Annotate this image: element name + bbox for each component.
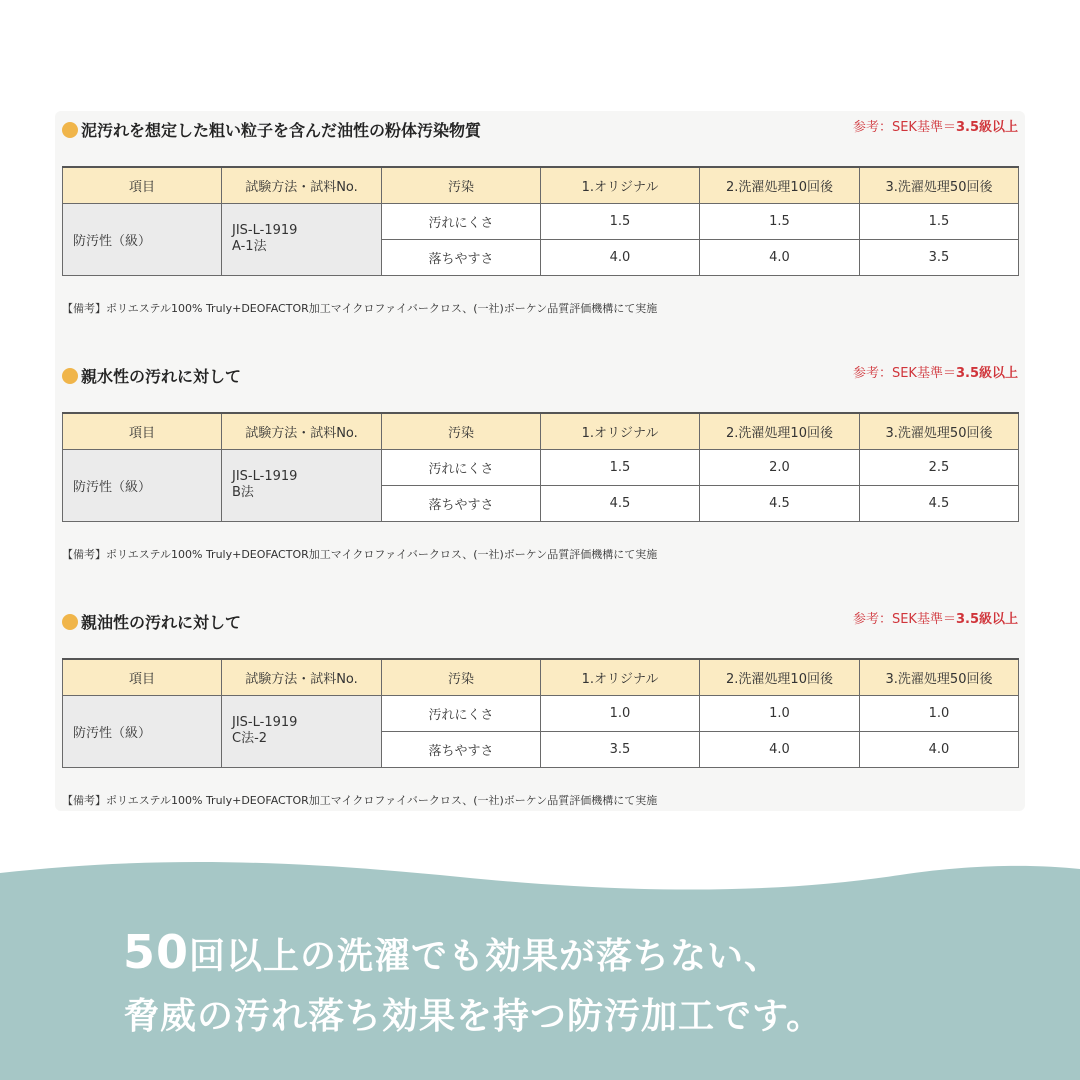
method-cell xyxy=(222,203,382,275)
table-header-row xyxy=(63,659,1019,695)
bullet-dot-icon xyxy=(62,614,78,630)
item-cell: 防汚性（級） xyxy=(63,449,222,521)
section-lipophilic xyxy=(62,610,1018,807)
method-cell xyxy=(222,449,382,521)
value-wash10: 1.0 xyxy=(700,695,860,731)
section-header xyxy=(62,118,1018,148)
header-wash50: 3.洗濯処理50回後 xyxy=(860,659,1019,695)
header-item: 項目 xyxy=(63,659,222,695)
row-label: 汚れにくさ xyxy=(382,449,541,485)
sek-reference-value: 3.5級以上 xyxy=(955,612,1018,627)
value-wash50: 3.5 xyxy=(860,239,1019,275)
value-original: 3.5 xyxy=(541,731,700,767)
bullet-dot-icon xyxy=(62,368,78,384)
sek-reference xyxy=(853,608,1018,627)
row-label: 汚れにくさ xyxy=(382,695,541,731)
section-header xyxy=(62,364,1018,394)
section-title xyxy=(62,118,481,141)
section-mud-oil-powder xyxy=(62,118,1018,315)
value-wash10: 1.5 xyxy=(700,203,860,239)
value-original: 1.0 xyxy=(541,695,700,731)
header-stain: 汚染 xyxy=(382,659,541,695)
section-title xyxy=(62,610,241,633)
tagline-line2: 脅威の汚れ落ち効果を持つ防汚加工です。 xyxy=(123,996,824,1037)
value-original: 4.0 xyxy=(541,239,700,275)
sek-reference xyxy=(853,362,1018,381)
method-variant: C法-2 xyxy=(232,731,268,746)
method-variant: A-1法 xyxy=(232,239,267,254)
section-title-text: 泥汚れを想定した粗い粒子を含んだ油性の粉体汚染物質 xyxy=(81,121,482,140)
method-standard: JIS-L-1919 xyxy=(232,223,298,238)
header-wash10: 2.洗濯処理10回後 xyxy=(700,659,860,695)
row-label: 汚れにくさ xyxy=(382,203,541,239)
item-cell: 防汚性（級） xyxy=(63,695,222,767)
table-row xyxy=(63,695,1019,731)
header-wash10: 2.洗濯処理10回後 xyxy=(700,167,860,203)
tagline-highlight-text: 回以上 xyxy=(189,936,301,977)
tagline-highlight xyxy=(123,925,300,979)
sek-reference xyxy=(853,116,1018,135)
value-wash50: 1.5 xyxy=(860,203,1019,239)
value-wash50: 4.5 xyxy=(860,485,1019,521)
header-wash50: 3.洗濯処理50回後 xyxy=(860,413,1019,449)
remarks-note: 【備考】ポリエステル100% Truly+DEOFACTOR加工マイクロファイバークロス、(一社)ボーケン品質評価機構にて実施 xyxy=(62,548,658,561)
table-header-row xyxy=(63,413,1019,449)
results-table xyxy=(62,658,1019,768)
section-title xyxy=(62,364,241,387)
sek-reference-value: 3.5級以上 xyxy=(955,120,1018,135)
header-stain: 汚染 xyxy=(382,413,541,449)
tagline-highlight-number: 50 xyxy=(123,925,190,979)
section-header xyxy=(62,610,1018,640)
table-row xyxy=(63,203,1019,239)
header-wash10: 2.洗濯処理10回後 xyxy=(700,413,860,449)
header-method: 試験方法・試料No. xyxy=(222,659,382,695)
method-variant: B法 xyxy=(232,485,254,500)
method-standard: JIS-L-1919 xyxy=(232,469,298,484)
header-method: 試験方法・試料No. xyxy=(222,167,382,203)
item-cell: 防汚性（級） xyxy=(63,203,222,275)
sek-reference-prefix: 参考：SEK基準＝ xyxy=(852,120,956,135)
header-method: 試験方法・試料No. xyxy=(222,413,382,449)
header-wash50: 3.洗濯処理50回後 xyxy=(860,167,1019,203)
section-title-text: 親水性の汚れに対して xyxy=(81,367,242,386)
header-stain: 汚染 xyxy=(382,167,541,203)
row-label: 落ちやすさ xyxy=(382,239,541,275)
header-original: 1.オリジナル xyxy=(541,659,700,695)
value-original: 4.5 xyxy=(541,485,700,521)
bullet-dot-icon xyxy=(62,122,78,138)
tagline-line1 xyxy=(123,925,1063,979)
value-wash10: 4.0 xyxy=(700,731,860,767)
results-table xyxy=(62,412,1019,522)
results-table xyxy=(62,166,1019,276)
value-original: 1.5 xyxy=(541,449,700,485)
remarks-note: 【備考】ポリエステル100% Truly+DEOFACTOR加工マイクロファイバークロス、(一社)ボーケン品質評価機構にて実施 xyxy=(62,302,658,315)
method-cell xyxy=(222,695,382,767)
header-original: 1.オリジナル xyxy=(541,413,700,449)
header-original: 1.オリジナル xyxy=(541,167,700,203)
value-original: 1.5 xyxy=(541,203,700,239)
sek-reference-value: 3.5級以上 xyxy=(955,366,1018,381)
value-wash50: 4.0 xyxy=(860,731,1019,767)
value-wash10: 4.5 xyxy=(700,485,860,521)
value-wash10: 2.0 xyxy=(700,449,860,485)
table-header-row xyxy=(63,167,1019,203)
table-row xyxy=(63,449,1019,485)
method-standard: JIS-L-1919 xyxy=(232,715,298,730)
value-wash50: 2.5 xyxy=(860,449,1019,485)
tagline-line1-rest: の洗濯でも効果が落ちない、 xyxy=(300,936,782,977)
value-wash50: 1.0 xyxy=(860,695,1019,731)
sek-reference-prefix: 参考：SEK基準＝ xyxy=(852,366,956,381)
row-label: 落ちやすさ xyxy=(382,485,541,521)
header-item: 項目 xyxy=(63,413,222,449)
remarks-note: 【備考】ポリエステル100% Truly+DEOFACTOR加工マイクロファイバークロス、(一社)ボーケン品質評価機構にて実施 xyxy=(62,794,658,807)
section-hydrophilic xyxy=(62,364,1018,561)
row-label: 落ちやすさ xyxy=(382,731,541,767)
section-title-text: 親油性の汚れに対して xyxy=(81,613,242,632)
value-wash10: 4.0 xyxy=(700,239,860,275)
sek-reference-prefix: 参考：SEK基準＝ xyxy=(852,612,956,627)
header-item: 項目 xyxy=(63,167,222,203)
